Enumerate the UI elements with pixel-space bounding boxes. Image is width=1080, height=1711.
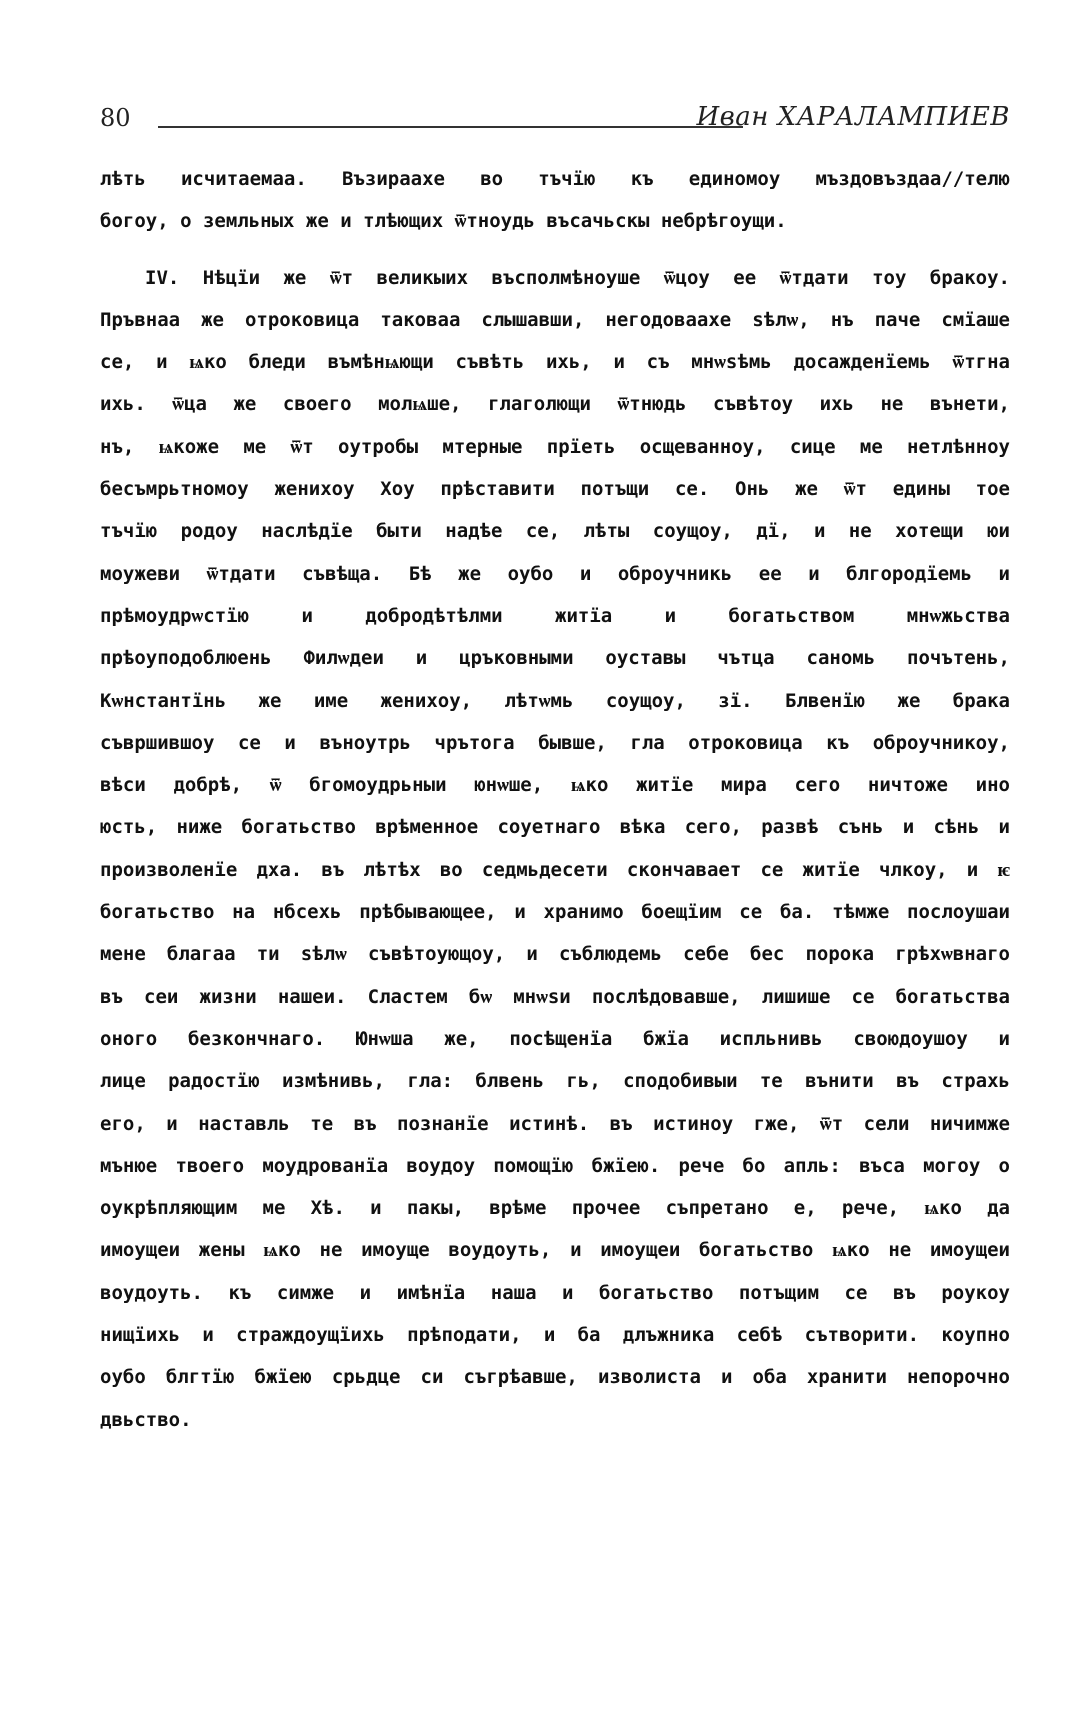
text-line: богатьство на нбсехь прѣбывающее, и хранимо боещїим се ба. тѣмже послоушаи: [100, 901, 1010, 924]
text-line: прѣмоудрѡстїю и добродѣтѣлми житїа и богатьством мнѡжьства: [100, 604, 1010, 627]
text-line: юсть, ниже богатьство врѣменное соуетнаго вѣка сего, развѣ сънь и сѣнь и: [100, 816, 1010, 839]
text-line: прѣоуподоблюень Филѡдеи и цръковными оуставы чътца саномь почътень,: [100, 647, 1010, 670]
text-line: въ сеи жизни нашеи. Сластем бѡ мнѡѕи послѣдовавше, лишише се богатьства: [100, 985, 1010, 1008]
paragraph: [100, 257, 1010, 1441]
text-line: его, и наставль те въ познанїе истинѣ. въ истиноу гже, ѿт сели ничимже: [100, 1112, 1010, 1135]
page-number: 80: [100, 104, 131, 132]
body-text: [100, 158, 1010, 1441]
text-line: лѣть исчитаемаа. Възираахе во тъчїю къ единомоу мъздовъздаа//телю: [100, 168, 1010, 190]
running-title: Иван ХАРАЛАМПИЕВ: [696, 102, 1010, 132]
text-line: съвршившоу се и въноутрь чрътога бывше, гла отроковица къ оброучникоу,: [100, 731, 1010, 754]
header-rule: [158, 126, 743, 128]
text-line: ихь. ѿца же своего молѩше, глаголющи ѿтнюдь съвѣтоу ихь не вънети,: [100, 393, 1010, 416]
text-line: мънюе твоего моудрованїа воудоу помощїю бжїею. рече бо апль: въса могоу о: [100, 1154, 1010, 1177]
text-line: произволенїе дха. въ лѣтѣх во седмьдесети скончавает се житїе члкоу, и ѥ: [100, 858, 1010, 881]
text-line: оукрѣпляющим ме Хѣ. и пакы, врѣме прочее съпретано е, рече, ѩко да: [100, 1197, 1010, 1220]
text-line: IV. Нѣцїи же ѿт великыих въсполмѣноуше ѿцоу ее ѿтдати тоу бракоу.: [145, 266, 1010, 289]
text-line: оубо блгтїю бжїею срьдце си съгрѣавше, изволиста и оба хранити непорочно: [100, 1366, 1010, 1389]
text-line: се, и ѩко бледи въмѣнѩющи съвѣть ихь, и съ мнѡѕѣмь досажденїемь ѿтгна: [100, 351, 1010, 374]
text-line: воудоуть. къ симже и имѣнїа наша и богатьство потъщим се въ роукоу: [100, 1281, 1010, 1304]
paragraph-gap: [100, 243, 1010, 257]
text-line: Пръвнаа же отроковица таковаа слышавши, негодоваахе ѕѣлѡ, нъ паче смїаше: [100, 308, 1010, 331]
text-line: Кѡнстантїнь же име женихоу, лѣтѡмь соущоу, зї. Блвенїю же брака: [100, 689, 1010, 712]
text-line: вѣси добрѣ, ѿ бгомоудрьныи юнѡше, ѩко житїе мира сего ничтоже ино: [100, 774, 1010, 797]
text-line: нищїихь и страждоущїихь прѣподати, и ба длъжника себѣ сътворити. коупно: [100, 1324, 1010, 1347]
page-header: [100, 100, 1010, 140]
text-line: имоущеи жены ѩко не имоуще воудоуть, и имоущеи богатьство ѩко не имоущеи: [100, 1239, 1010, 1262]
text-line: тъчїю родоу наслѣдїе быти надѣе се, лѣты соущоу, дї, и не хотещи юи: [100, 520, 1010, 543]
text-line: мене благаа ти ѕѣлѡ съвѣтоующоу, и съблюдемь себе бес порока грѣхѡвнаго: [100, 943, 1010, 966]
text-line: моужеви ѿтдати съвѣща. Бѣ же оубо и оброучникь ее и блгородїемь и: [100, 562, 1010, 585]
text-line: бесъмрьтномоу женихоу Хоу прѣставити потъщи се. Онь же ѿт едины тое: [100, 478, 1010, 501]
text-line: лице радостїю измѣнивь, гла: блвень гь, сподобивыи те вънити въ страхь: [100, 1070, 1010, 1093]
text-line: двьство.: [100, 1408, 192, 1431]
text-line: нъ, ѩкоже ме ѿт оутробы мтерные прїеть осщеванноу, сице ме нетлѣнноу: [100, 435, 1010, 458]
text-line: оного безкончнаго. Юнѡша же, посѣщенїа бжїа испльнивь своюдоушоу и: [100, 1027, 1010, 1050]
text-line: богоу, о земльных же и тлѣющих ѿтноудь въсачьскы небрѣгоущи.: [100, 210, 787, 233]
paragraph: [100, 158, 1010, 243]
